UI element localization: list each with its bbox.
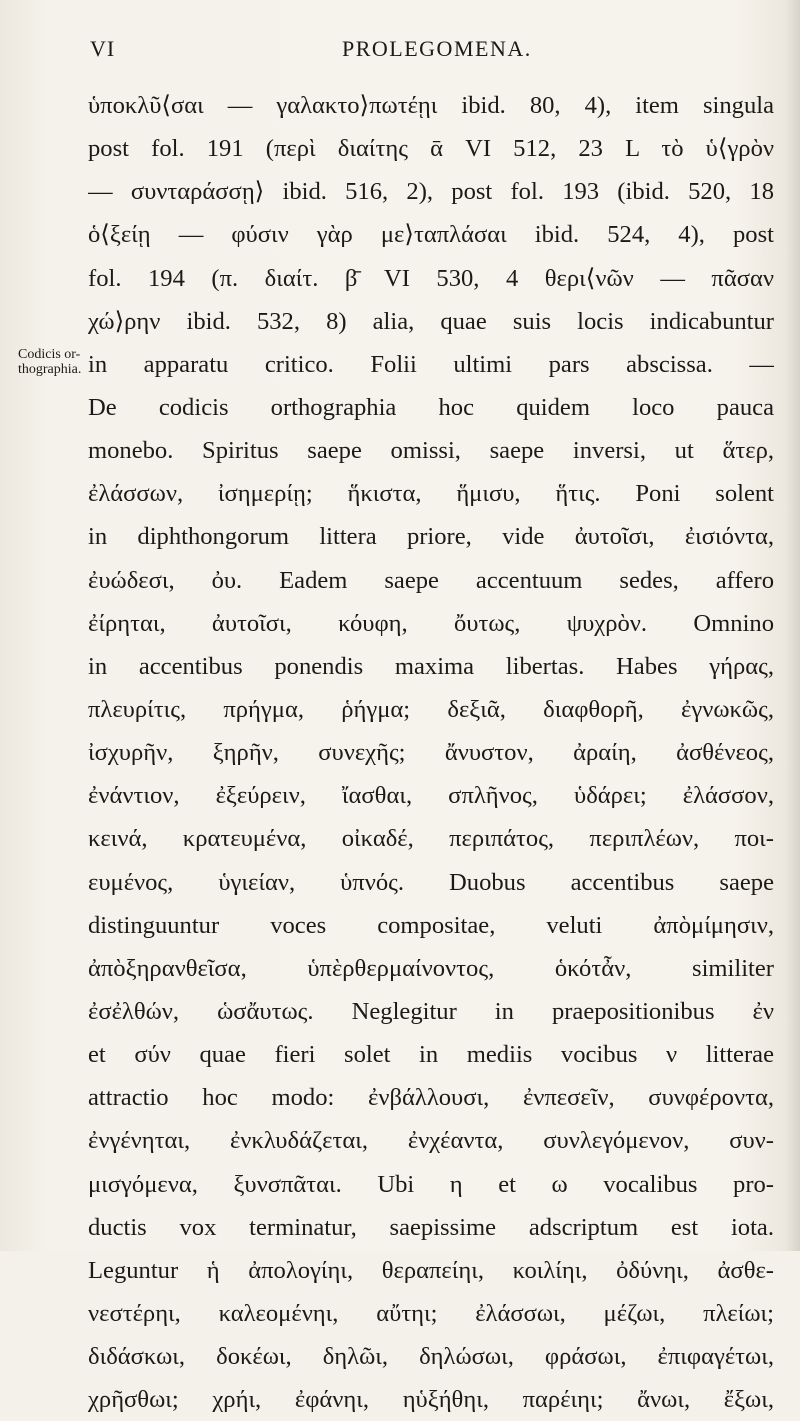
text-line: fol. 194 (π. διαίτ. β̄ VI 530, 4 θερι⟨νῶν — πᾶσαν: [88, 264, 774, 292]
text-line: Leguntur ἡ ἀπολογίηι, θεραπείηι, κοιλίηι, ὀδύνηι, ἀσθε-: [88, 1256, 774, 1284]
running-title: PROLEGOMENA.: [342, 36, 532, 61]
text-line: et σύν quae fieri solet in mediis vocibus ν litterae: [88, 1041, 774, 1069]
text-line: distinguuntur voces compositae, veluti ἀπὸμίμησιν,: [88, 911, 774, 939]
text-line: χώ⟩ρην ibid. 532, 8) alia, quae suis locis indicabuntur: [88, 307, 774, 335]
text-line: διδάσκωι, δοκέωι, δηλῶι, δηλώσωι, φράσωι, ἐπιφαγέτωι,: [88, 1343, 774, 1371]
text-line: in apparatu critico. Folii ultimi pars abscissa. —: [88, 350, 774, 378]
page-header: [90, 36, 760, 66]
text-line: — συνταράσσῃ⟩ ibid. 516, 2), post fol. 193 (ibid. 520, 18: [88, 178, 774, 206]
text-line: post fol. 191 (περὶ διαίτης ᾱ VI 512, 23 L τὸ ὑ⟨γρὸν: [88, 135, 774, 163]
text-line: μισγόμενα, ξυνσπᾶται. Ubi η et ω vocalibus pro-: [88, 1170, 774, 1198]
page-number: VI: [90, 36, 116, 61]
text-line: ἐνάντιον, ἐξεύρειν, ἴασθαι, σπλῆνος, ὑδάρει; ἐλάσσον,: [88, 782, 774, 810]
text-line: ὁ⟨ξείῃ — φύσιν γὰρ με⟩ταπλάσαι ibid. 524, 4), post: [88, 221, 774, 249]
text-line: κεινά, κρατευμένα, οἰκαδέ, περιπάτος, περιπλέων, ποι-: [88, 825, 774, 853]
text-line: De codicis orthographia hoc quidem loco pauca: [88, 393, 774, 421]
text-line: ἐλάσσων, ἰσημερίῃ; ἥκιστα, ἥμισυ, ἥτις. Poni solent: [88, 480, 774, 508]
text-line: attractio hoc modo: ἐνβάλλουσι, ἐνπεσεῖν, συνφέροντα,: [88, 1084, 774, 1112]
text-line: in diphthongorum littera priore, vide ἀυτοῖσι, ἐισιόντα,: [88, 523, 774, 551]
page-edge-shadow: [786, 0, 800, 1251]
text-line: πλευρίτις, πρήγμα, ῥήγμα; δεξιᾶ, διαφθορῆ, ἐγνωκῶς,: [88, 695, 774, 723]
text-line: ὑποκλῦ⟨σαι — γαλακτο⟩πωτέῃι ibid. 80, 4), item singula: [88, 92, 774, 119]
text-line: ἀπὸξηρανθεῖσα, ὑπὲρθερμαίνοντος, ὁκότἆν, similiter: [88, 954, 774, 982]
text-line: νεστέρηι, καλεομένηι, αὔτηι; ἐλάσσωι, μέζωι, πλείωι;: [88, 1299, 774, 1327]
text-line: ἐνγένηται, ἐνκλυδάζεται, ἐνχέαντα, συνλεγόμενον, συν-: [88, 1127, 774, 1155]
text-line: ductis vox terminatur, saepissime adscriptum est iota.: [88, 1213, 774, 1241]
margin-note-text: Codicis or- thographia.: [18, 347, 82, 377]
text-line: in accentibus ponendis maxima libertas. Habes γήρας,: [88, 652, 774, 680]
body-text: [88, 84, 774, 1421]
text-line: monebo. Spiritus saepe omissi, saepe inversi, ut ἅτερ,: [88, 437, 774, 465]
text-line: ἐυώδεσι, ὀυ. Eadem saepe accentuum sedes, affero: [88, 566, 774, 594]
text-line: ἰσχυρῆν, ξηρῆν, συνεχῆς; ἄνυστον, ἀραίη, ἀσθένεος,: [88, 739, 774, 767]
text-line: χρῆσθωι; χρήι, ἐφάνηι, ηὑξήθηι, παρέιηι; ἄνωι, ἔξωι,: [88, 1386, 774, 1414]
text-line: ευμένος, ὑγιείαν, ὑπνός. Duobus accentibus saepe: [88, 868, 774, 896]
margin-note: [18, 347, 98, 377]
text-line: ἐίρηται, ἀυτοῖσι, κόυφη, ὄυτως, ψυχρὸν. Omnino: [88, 609, 774, 637]
text-line: ἐσἐλθών, ὡσἄυτως. Neglegitur in praepositionibus ἐν: [88, 997, 774, 1025]
